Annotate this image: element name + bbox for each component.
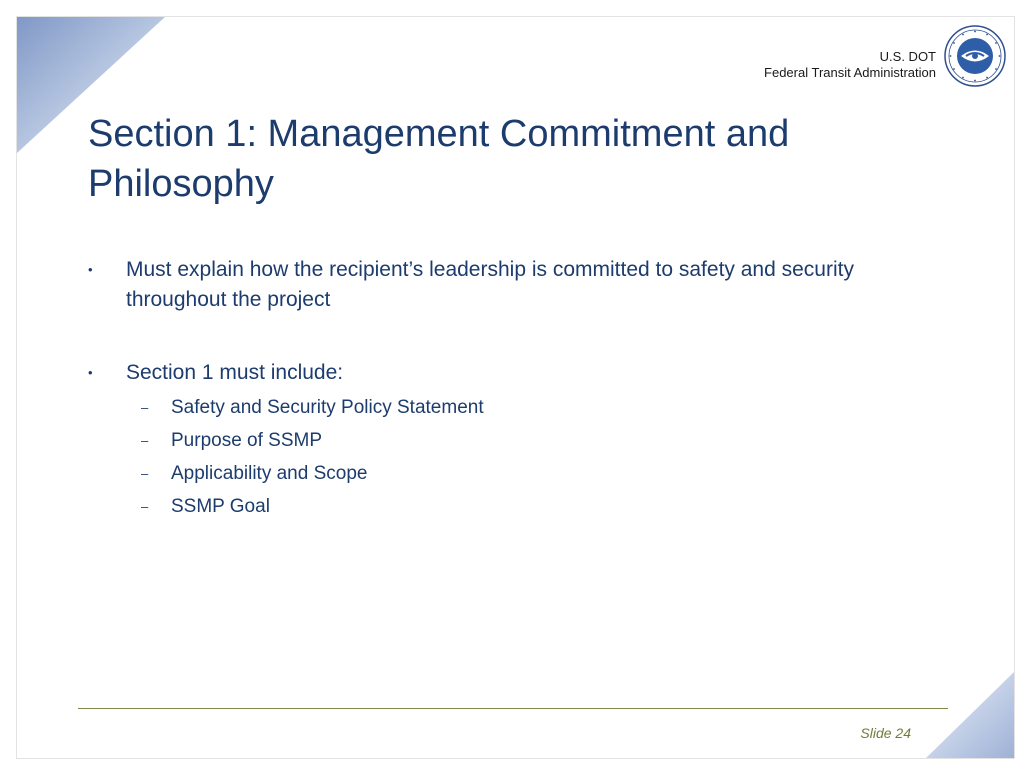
sub-item-text: Applicability and Scope (171, 463, 368, 484)
bullet-text: Must explain how the recipient’s leadership is committed to safety and security throughout the project (126, 258, 854, 311)
sub-item (88, 457, 948, 490)
sub-marker: – (141, 400, 149, 415)
dot-seal-icon (944, 25, 1006, 87)
slide-number: Slide 24 (860, 725, 911, 741)
footer-rule (78, 708, 948, 709)
bullet-marker: • (88, 365, 93, 380)
bullet-text: Section 1 must include: (126, 361, 344, 384)
sub-marker: – (141, 499, 149, 514)
corner-decoration-bottom-right (926, 672, 1014, 758)
sub-marker: – (141, 466, 149, 481)
sub-item-text: SSMP Goal (171, 496, 270, 517)
slide-body (88, 255, 948, 566)
slide (16, 16, 1015, 759)
bullet-item (88, 255, 948, 315)
sub-item-text: Safety and Security Policy Statement (171, 397, 484, 418)
slide-title: Section 1: Management Commitment and Philosophy (88, 113, 790, 205)
agency-line-2: Federal Transit Administration (764, 65, 936, 80)
sub-item (88, 490, 948, 523)
sub-item-text: Purpose of SSMP (171, 430, 323, 451)
sub-item (88, 391, 948, 424)
bullet-marker: • (88, 262, 93, 277)
agency-line-1: U.S. DOT (879, 49, 936, 64)
bullet-item (88, 358, 948, 523)
sub-list (126, 391, 948, 523)
sub-item (88, 424, 948, 457)
agency-name (764, 49, 936, 81)
sub-marker: – (141, 433, 149, 448)
